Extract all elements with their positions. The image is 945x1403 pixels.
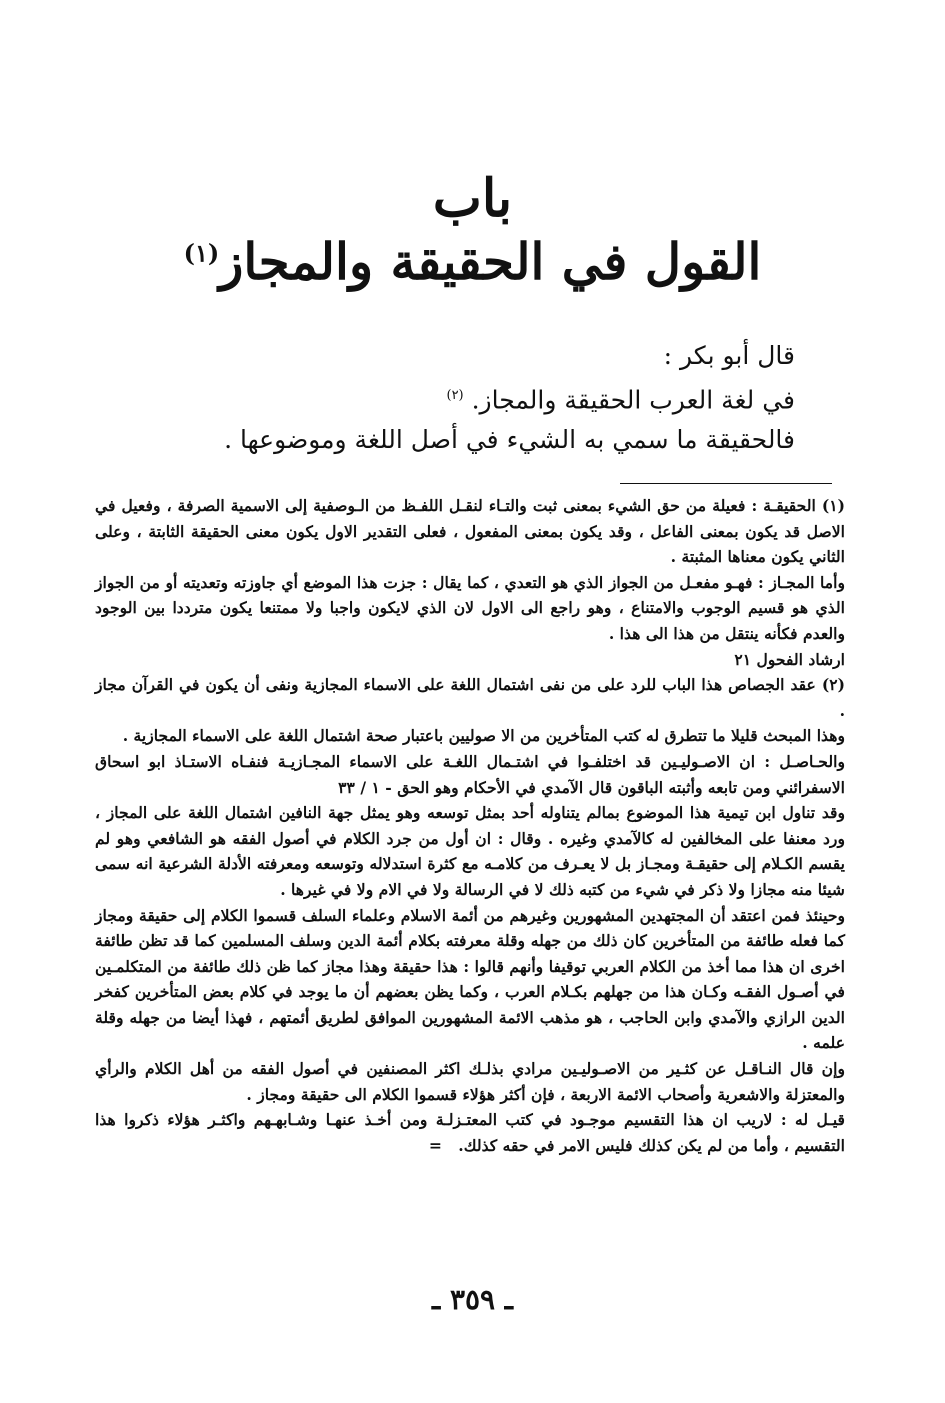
footnote-separator — [620, 483, 832, 484]
continuation-mark: = — [428, 1135, 442, 1155]
footnote-2-para-6: وإن قال النـاقـل عن كثـير من الاصـوليـين مرادي بذلـك اكثر المصنفين في أصول الفقه من أهل الكلام والرأي والمعتزلة والاشعرية وأصحاب الائمة الاربعة ، فإن أكثر هؤلاء قسموا الكلام الى حقيقة ومجاز . — [95, 1059, 845, 1104]
footnote-1-text: الحقيقـة : فعيلة من حق الشيء بمعنى ثبت والتـاء لنقـل اللفـظ من الـوصفية إلى الاسمية الصرفة ، وفعيل في الاصل قد يكون بمعنى الفاعل ، وقد يكون بمعنى المفعول ، فعلى التقدير الاول يكون معنى الحقيقة الثابتة ، وعلى الثاني يكون معناها المثبتة . — [95, 496, 845, 567]
footnote-1-source: ارشاد الفحول ٢١ — [734, 649, 845, 669]
main-text — [120, 336, 795, 460]
footnotes — [95, 493, 845, 1158]
title-footnote-marker: (١) — [183, 238, 220, 268]
footnote-2-para-3: والحـاصـل : ان الاصـوليـين قد اختلفـوا في اشتـمال اللغـة على الاسماء المجـازيـة فنفـاه الاستـاذ ابو اسحاق الاسفرائني ومن تابعه وأثبته الباقون قال الآمدي في الأحكام وهو الحق - ١ / ٣٣ — [95, 751, 845, 797]
footnote-2-para-5: وحينئذ فمن اعتقد أن المجتهدين المشهورين وغيرهم من أئمة الاسلام وعلماء السلف قسموا الكلام إلى حقيقة ومجاز كما فعله طائفة من المتأخرين كان ذلك من جهله وقلة معرفته بكلام أئمة الدين وسلف المسلمين كما قد تظن طائفة اخرى ان هذا مما أخذ من الكلام العربي توقيفا وأنهم قالوا : هذا حقيقة وهذا مجاز كما ظن ذلك طائفة من المتكلمـين في أصـول الفقـه وكـان هذا من جهلهم بكـلام العرب ، وكما يظن بعضهم أن ما يوجد في كلام بعض المتأخرين كفخر الدين الرازي والآمدي وابن الحاجب ، هو مذهب الائمة المشهورين الموافق لطريق أئمتهم ، فهذا أيضا من جهله وقلة علمه . — [95, 905, 845, 1053]
main-line-3: فالحقيقة ما سمي به الشيء في أصل اللغة وموضوعها . — [224, 425, 795, 455]
chapter-title — [0, 232, 945, 291]
footnote-2-para-2: وهذا المبحث قليلا ما تتطرق له كتب المتأخرين من الا صوليين باعتبار صحة اشتمال اللغة على الاسماء المجازية . — [122, 726, 845, 746]
main-line-2-text: في لغة العرب الحقيقة والمجاز. — [471, 385, 795, 415]
main-line-1: قال أبو بكر : — [663, 341, 795, 370]
footnote-1-para-2: وأما المجـاز : فهـو مفعـل من الجواز الذي هو التعدي ، كما يقال : جزت هذا الموضع أي جاوزته وتعديته أو من الجواز الذي هو قسيم الوجوب والامتناع ، وهو راجع الى الاول لان الذي لايكون واجبا ولا ممتنعا يكون مترددا بين الوجود والعدم فكأنه ينتقل من هذا الى هذا . — [95, 572, 845, 643]
footnote-2-para-1 — [95, 672, 845, 723]
footnote-2-text: عقد الجصاص هذا الباب للرد على من نفى اشتمال اللغة على الاسماء المجازية ونفى أن يكون في القرآن مجاز . — [95, 675, 845, 720]
page-number: ـ ٣٥٩ ـ — [431, 1283, 514, 1316]
footnote-1-para-1 — [95, 493, 845, 570]
chapter-title-text: القول في الحقيقة والمجاز — [219, 232, 762, 291]
chapter-label: باب — [432, 168, 513, 229]
footnote-2-para-4: وقد تناول ابن تيمية هذا الموضوع بمالم يتناوله أحد بمثل توسعه وهو يمثل جهة النافين اشتمال اللغة على المجاز ، ورد معنفا على المخالفين له كالآمدي وغيره . وقال : ان أول من جرد الكلام في أصول الفقه هو الشافعي وهو لم يقسم الكـلام إلى حقيقـة ومجـاز بل لا يعـرف من كلامـه مع كثرة استدلاله وتوسعه ومعرفته الأدلة الشرعية انه سمى شيئا منه مجازا ولا ذكر في شيء من كتبه ذلك لا في الرسالة ولا في الام ولا في غيرها . — [95, 803, 845, 899]
footnote-2-para-7-text: قيـل له : لاريب ان هذا التقسيم موجـود في كتب المعتـزلـة ومن أخـذ عنهـا وشـابهـهم واكثـر هؤلاء ذكروا هذا التقسيم ، وأما من لم يكن كذلك فليس الامر في حقه كذلك. — [95, 1110, 845, 1155]
footnote-2-para-7 — [95, 1107, 845, 1158]
footnote-2-marker: (٢) — [821, 675, 845, 695]
main-line-2 — [120, 376, 795, 420]
footnote-1-marker: (١) — [821, 496, 845, 515]
line2-footnote-marker: (٢) — [446, 388, 464, 403]
